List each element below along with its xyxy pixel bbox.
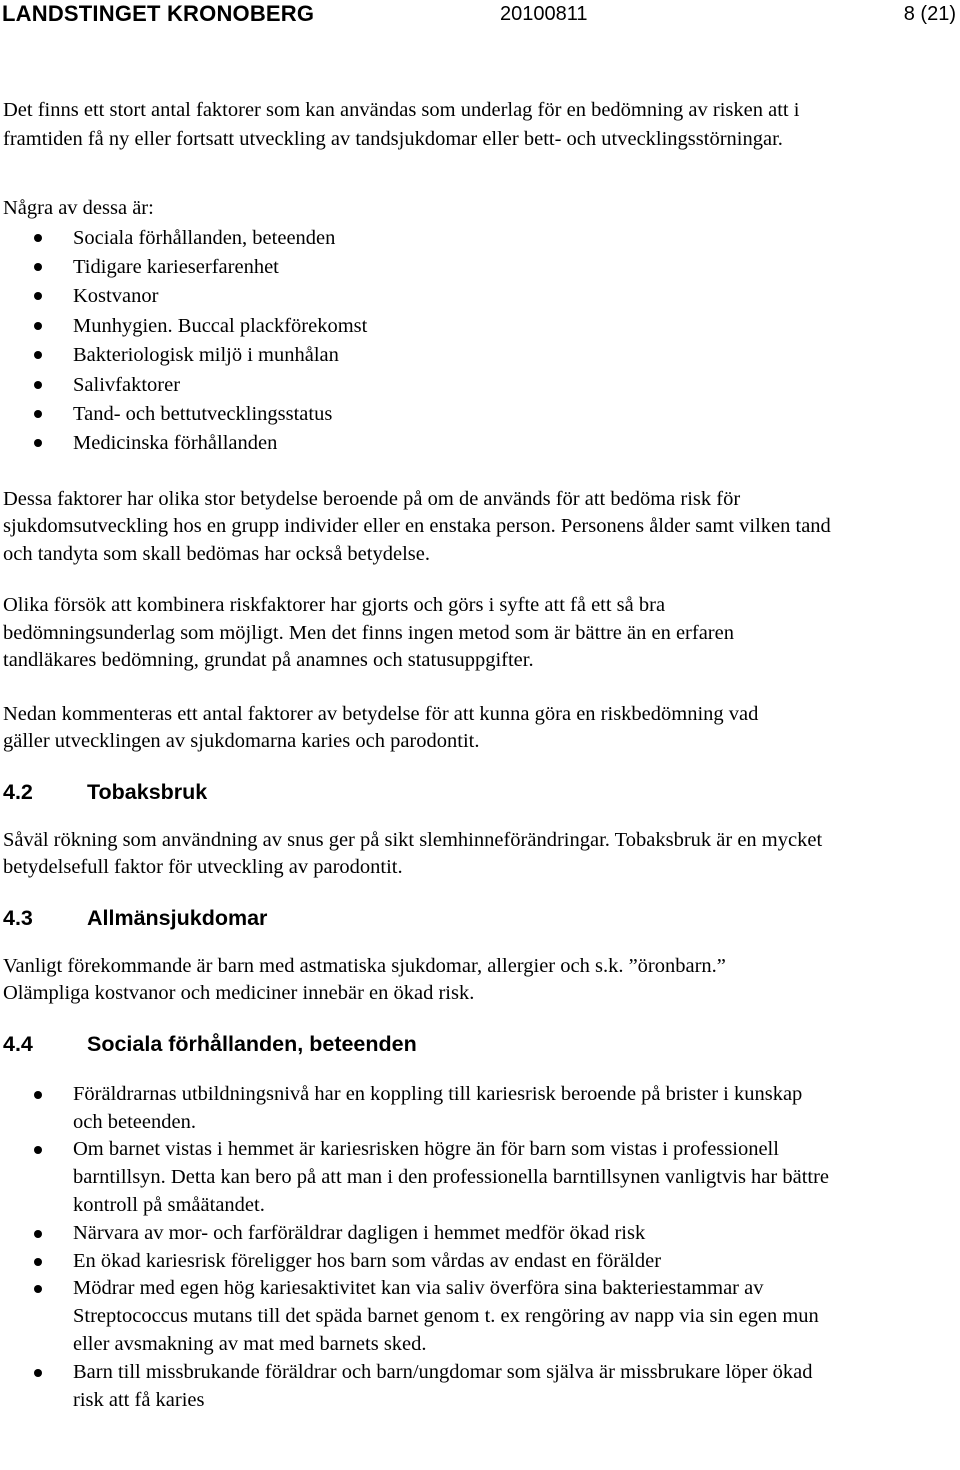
organization-name: LANDSTINGET KRONOBERG <box>2 1 315 26</box>
section-number: 4.3 <box>3 905 33 930</box>
list-item <box>3 371 953 400</box>
list-item <box>3 400 953 429</box>
bullet-icon <box>34 234 42 242</box>
bullet-icon <box>34 322 42 330</box>
list-item <box>3 1275 833 1358</box>
section-title: Sociala förhållanden, beteenden <box>87 1031 417 1056</box>
page-header <box>0 0 960 30</box>
section-title: Allmänsjukdomar <box>87 905 268 930</box>
bullet-icon <box>34 1091 42 1099</box>
bullet-icon <box>34 381 42 389</box>
list-item <box>3 1081 833 1137</box>
bullet-icon <box>34 1285 42 1293</box>
comment-intro-paragraph: Nedan kommenteras ett antal faktorer av betydelse för att kunna göra en riskbedömning vad gäller utvecklingen av sjukdomarna karies och parodontit. <box>3 702 759 753</box>
bullet-icon <box>34 292 42 300</box>
list-item-text: Barn till missbrukande föräldrar och barn/ungdomar som själva är missbrukare löper ökad risk att få karies <box>73 1360 813 1411</box>
list-item <box>3 312 953 341</box>
list-item-text: En ökad kariesrisk föreligger hos barn som vårdas av endast en förälder <box>73 1249 662 1272</box>
section-heading <box>3 903 953 933</box>
list-item-text: Bakteriologisk miljö i munhålan <box>73 344 339 367</box>
section-text: Såväl rökning som användning av snus ger på sikt slemhinneförändringar. Tobaksbruk är en mycket betydelsefull faktor för utveckling av parodontit. <box>3 828 823 879</box>
bullet-icon <box>34 1369 42 1377</box>
bullet-icon <box>34 439 42 447</box>
social-factor-list <box>3 1081 833 1415</box>
document-body <box>3 96 953 1414</box>
list-item <box>3 1248 833 1276</box>
factor-significance-paragraph: Dessa faktorer har olika stor betydelse beroende på om de används för att bedöma risk för sjukdomsutveckling hos en grupp individer eller en enstaka person. Personens ålder samt vilken tand och tandyta som skall bedömas har också betydelse. <box>3 487 831 565</box>
list-item-text: Kostvanor <box>73 285 159 308</box>
list-item <box>3 341 953 370</box>
list-item-text: Tidigare karieserfarenhet <box>73 255 279 278</box>
list-item-text: Föräldrarnas utbildningsnivå har en koppling till kariesrisk beroende på brister i kunskap och beteenden. <box>73 1082 803 1133</box>
list-item <box>3 1359 833 1415</box>
section-number: 4.2 <box>3 779 33 804</box>
risk-combination-paragraph: Olika försök att kombinera riskfaktorer har gjorts och görs i syfte att få ett så bra bedömningsunderlag som möjligt. Men det finns ingen metod som är bättre än en erfaren tandläkares bedömning, grundat på anamnes och statusuppgifter. <box>3 594 734 672</box>
list-item <box>3 224 953 253</box>
list-item <box>3 1220 833 1248</box>
list-item-text: Medicinska förhållanden <box>73 432 278 455</box>
bullet-icon <box>34 1258 42 1266</box>
list-item-text: Närvara av mor- och farföräldrar dagligen i hemmet medför ökad risk <box>73 1221 646 1244</box>
list-item-text: Munhygien. Buccal plackförekomst <box>73 314 368 337</box>
list-item <box>3 282 953 311</box>
bullet-icon <box>34 410 42 418</box>
list-item-text: Salivfaktorer <box>73 373 181 396</box>
document-date: 20100811 <box>500 3 588 25</box>
list-item-text: Tand- och bettutvecklingsstatus <box>73 402 333 425</box>
section-heading <box>3 1029 953 1059</box>
bullet-icon <box>34 263 42 271</box>
section-text: Vanligt förekommande är barn med astmatiska sjukdomar, allergier och s.k. ”öronbarn.” Olämpliga kostvanor och mediciner innebär en ökad risk. <box>3 954 726 1005</box>
bullet-icon <box>34 351 42 359</box>
list-item-text: Sociala förhållanden, beteenden <box>73 226 336 249</box>
section-heading <box>3 777 953 807</box>
section-title: Tobaksbruk <box>87 779 208 804</box>
factor-list-intro: Några av dessa är: <box>3 197 154 219</box>
risk-factor-list <box>3 224 953 459</box>
list-item-text: Mödrar med egen hög kariesaktivitet kan via saliv överföra sina bakteriestammar av Streptococcus mutans till det späda barnet genom t. ex rengöring av napp via sin egen mun eller avsmakning av mat med barnets sked. <box>73 1277 819 1355</box>
list-item <box>3 1136 833 1219</box>
list-item <box>3 253 953 282</box>
list-item <box>3 429 953 458</box>
bullet-icon <box>34 1230 42 1238</box>
bullet-icon <box>34 1146 42 1154</box>
intro-paragraph: Det finns ett stort antal faktorer som kan användas som underlag för en bedömning av risken att i framtiden få ny eller fortsatt utveckling av tandsjukdomar eller bett- och utvecklingsstörningar. <box>3 99 800 150</box>
list-item-text: Om barnet vistas i hemmet är kariesrisken högre än för barn som vistas i professionell barntillsyn. Detta kan bero på att man i den professionella barntillsynen vanligtvis har bättre kontroll på småätandet. <box>73 1138 830 1216</box>
page-number: 8 (21) <box>903 3 956 25</box>
section-number: 4.4 <box>3 1031 33 1056</box>
